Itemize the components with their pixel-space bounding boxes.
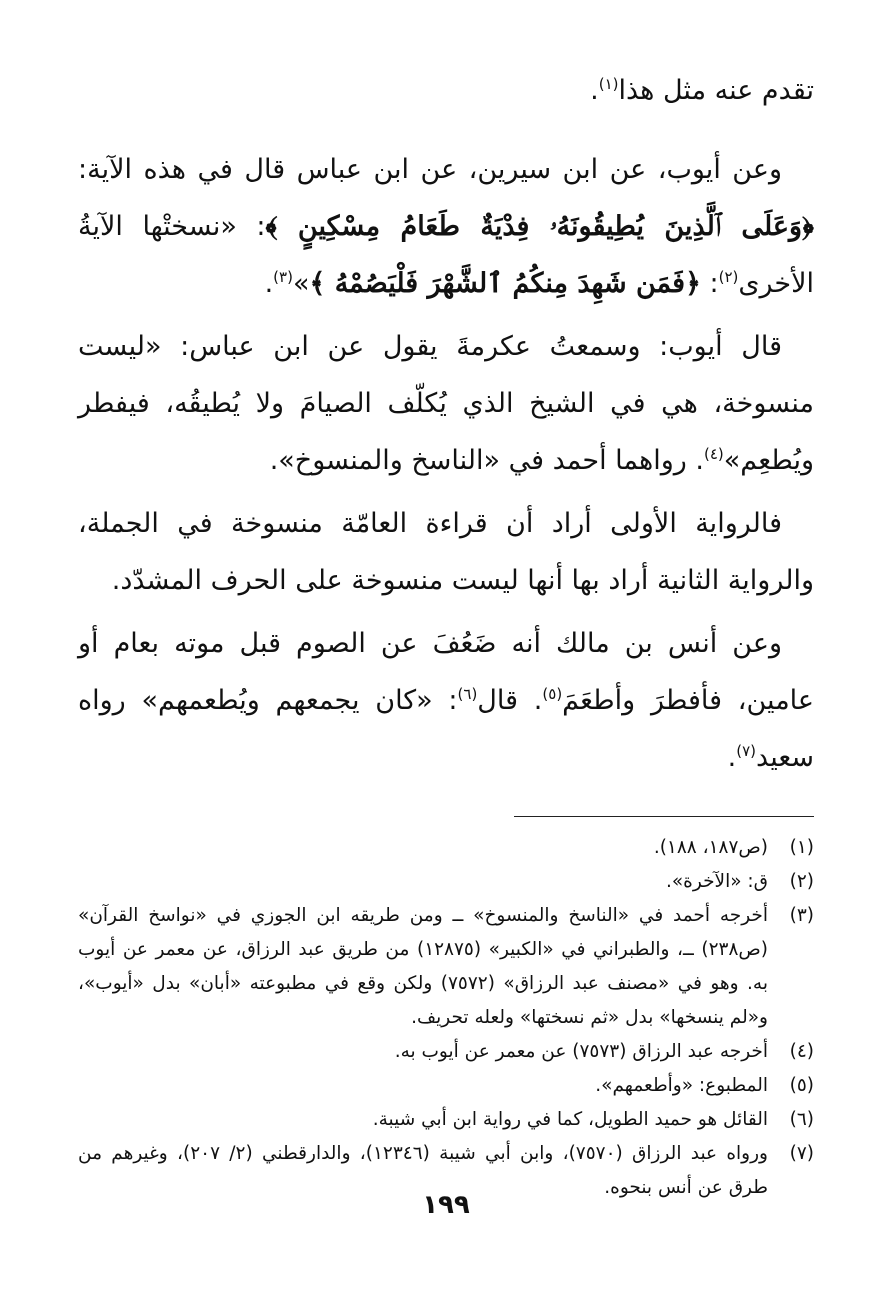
footnote-text: أخرجه عبد الرزاق (٧٥٧٣) عن معمر عن أيوب به. <box>394 1041 768 1062</box>
text-run: . رواهما أحمد في «الناسخ والمنسوخ». <box>269 445 704 476</box>
paragraph-3 <box>78 318 814 489</box>
text-run: : «نسختْها الآيةُ الأخرى <box>78 211 814 299</box>
footnote-3 <box>78 899 814 1035</box>
paragraph-2 <box>78 141 814 312</box>
footnote-ref-6[interactable]: (٦) <box>457 685 478 703</box>
footnote-6 <box>78 1103 814 1137</box>
footnote-number: (١) <box>789 837 814 858</box>
footnote-text: (ص١٨٧، ١٨٨). <box>653 837 768 858</box>
paragraph-4 <box>78 495 814 609</box>
footnote-ref-4[interactable]: (٤) <box>704 445 724 463</box>
footnote-5 <box>78 1069 814 1103</box>
quran-verse: ﴿فَمَن شَهِدَ مِنكُمُ ٱلشَّهْرَ فَلْيَصُمْهُ ﴾ <box>309 268 701 299</box>
footnote-number: (٧) <box>789 1143 814 1164</box>
footnote-number: (٤) <box>789 1041 814 1062</box>
text-run: : <box>700 268 719 299</box>
text-run: . قال <box>477 685 543 716</box>
footnotes <box>78 831 814 1205</box>
footnote-ref-7[interactable]: (٧) <box>736 742 757 760</box>
footnote-separator <box>514 816 814 817</box>
text-run: . <box>590 75 599 106</box>
footnote-text: القائل هو حميد الطويل، كما في رواية ابن أبي شيبة. <box>372 1109 768 1130</box>
footnote-ref-2[interactable]: (٢) <box>718 268 739 286</box>
main-text <box>78 62 814 786</box>
text-run: فالرواية الأولى أراد أن قراءة العامّة منسوخة في الجملة، والرواية الثانية أراد بها أنها ليست منسوخة على الحرف المشدّد. <box>78 508 814 596</box>
footnote-ref-3[interactable]: (٣) <box>273 268 293 286</box>
text-run: وعن أيوب، عن ابن سيرين، عن ابن عباس قال في هذه الآية: <box>78 154 782 185</box>
footnote-4 <box>78 1035 814 1069</box>
footnote-2 <box>78 865 814 899</box>
footnote-text: المطبوع: «وأطعمهم». <box>595 1075 768 1096</box>
footnote-text: أخرجه أحمد في «الناسخ والمنسوخ» ــ ومن طريقه ابن الجوزي في «نواسخ القرآن» (ص٢٣٨) ــ، والطبراني في «الكبير» (١٢٨٧٥) من طريق عبد الرزاق، عن معمر عن أيوب به. وهو في «مصنف عبد الرزاق» (٧٥٧٢) ولكن وقع في مطبوعته «أبان» بدل «أيوب»، و«لم ينسخها» بدل «ثم نسختها» ولعله تحريف. <box>78 905 768 1028</box>
footnote-number: (٥) <box>789 1075 814 1096</box>
footnote-ref-1[interactable]: (١) <box>598 75 619 93</box>
text-run: وعن أنس بن مالك أنه ضَعُفَ عن الصوم قبل موته بعام أو عامين، فأفطرَ وأطعَمَ <box>78 628 814 716</box>
footnote-number: (٦) <box>789 1109 814 1130</box>
paragraph-1 <box>78 62 814 119</box>
text-run: » <box>292 268 310 299</box>
footnote-number: (٢) <box>789 871 814 892</box>
text-run: . <box>727 742 737 773</box>
footnote-text: ورواه عبد الرزاق (٧٥٧٠)، وابن أبي شيبة (١٢٣٤٦)، والدارقطني (٢/ ٢٠٧)، وغيرهم من طرق عن أنس بنحوه. <box>78 1143 768 1198</box>
text-run: : «كان يجمعهم ويُطعمهم» رواه سعيد <box>78 685 814 773</box>
page-number: ١٩٩ <box>422 1190 470 1220</box>
quran-verse: ﴿وَعَلَى ٱلَّذِينَ يُطِيقُونَهُۥ فِدْيَةٌ طَعَامُ مِسْكِينٍ ﴾ <box>265 211 814 242</box>
footnote-number: (٣) <box>789 905 814 926</box>
text-run: تقدم عنه مثل هذا <box>618 75 814 106</box>
text-run: قال أيوب: وسمعتُ عكرمةَ يقول عن ابن عباس: «ليست منسوخة، هي في الشيخ الذي يُكلّف الصيامَ ولا يُطيقُه، فيفطر ويُطعِم» <box>78 331 814 476</box>
footnote-1 <box>78 831 814 865</box>
footnote-ref-5[interactable]: (٥) <box>542 685 563 703</box>
paragraph-5 <box>78 615 814 786</box>
text-run: . <box>264 268 274 299</box>
footnote-text: ق: «الآخرة». <box>665 871 768 892</box>
